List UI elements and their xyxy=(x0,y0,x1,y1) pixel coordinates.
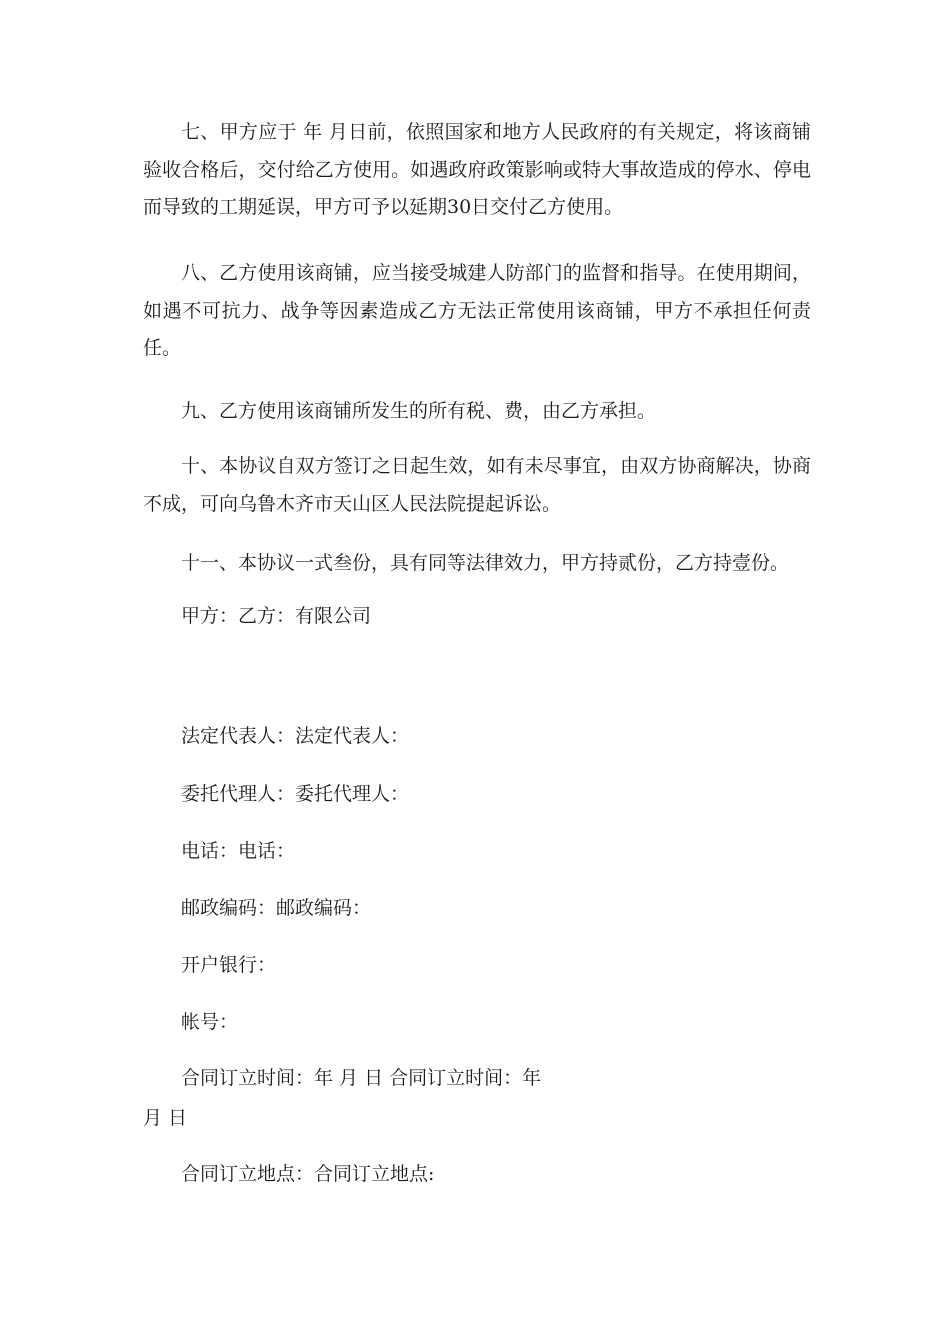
legal-representative-line: 法定代表人：法定代表人： xyxy=(181,725,410,747)
clause-11: 十一、本协议一式叁份，具有同等法律效力，甲方持贰份，乙方持壹份。 xyxy=(181,552,790,574)
clause-7: 七、甲方应于 年 月日前，依照国家和地方人民政府的有关规定，将该商铺验收合格后，交付给乙方使用。如遇政府政策影响或特大事故造成的停水、停电而导致的工期延误，甲方可予以延期30日交付乙方使用。 xyxy=(143,121,811,218)
postcode-line: 邮政编码：邮政编码： xyxy=(181,897,372,919)
clause-9: 九、乙方使用该商铺所发生的所有税、费，由乙方承担。 xyxy=(181,400,657,422)
sign-time-line-continued: 月 日 xyxy=(143,1107,188,1129)
clause-10: 十、本协议自双方签订之日起生效，如有未尽事宜，由双方协商解决，协商不成，可向乌鲁木齐市天山区人民法院提起诉讼。 xyxy=(143,455,811,515)
account-line: 帐号： xyxy=(181,1011,239,1033)
bank-line: 开户银行： xyxy=(181,954,277,976)
agent-line: 委托代理人：委托代理人： xyxy=(181,783,410,805)
parties-line: 甲方：乙方：有限公司 xyxy=(181,605,372,627)
sign-time-line: 合同订立时间：年 月 日 合同订立时间：年 xyxy=(181,1067,542,1089)
sign-place-line: 合同订立地点：合同订立地点: xyxy=(181,1163,435,1185)
phone-line: 电话：电话： xyxy=(181,840,296,862)
clause-8: 八、乙方使用该商铺，应当接受城建人防部门的监督和指导。在使用期间，如遇不可抗力、战争等因素造成乙方无法正常使用该商铺，甲方不承担任何责任。 xyxy=(143,262,811,359)
